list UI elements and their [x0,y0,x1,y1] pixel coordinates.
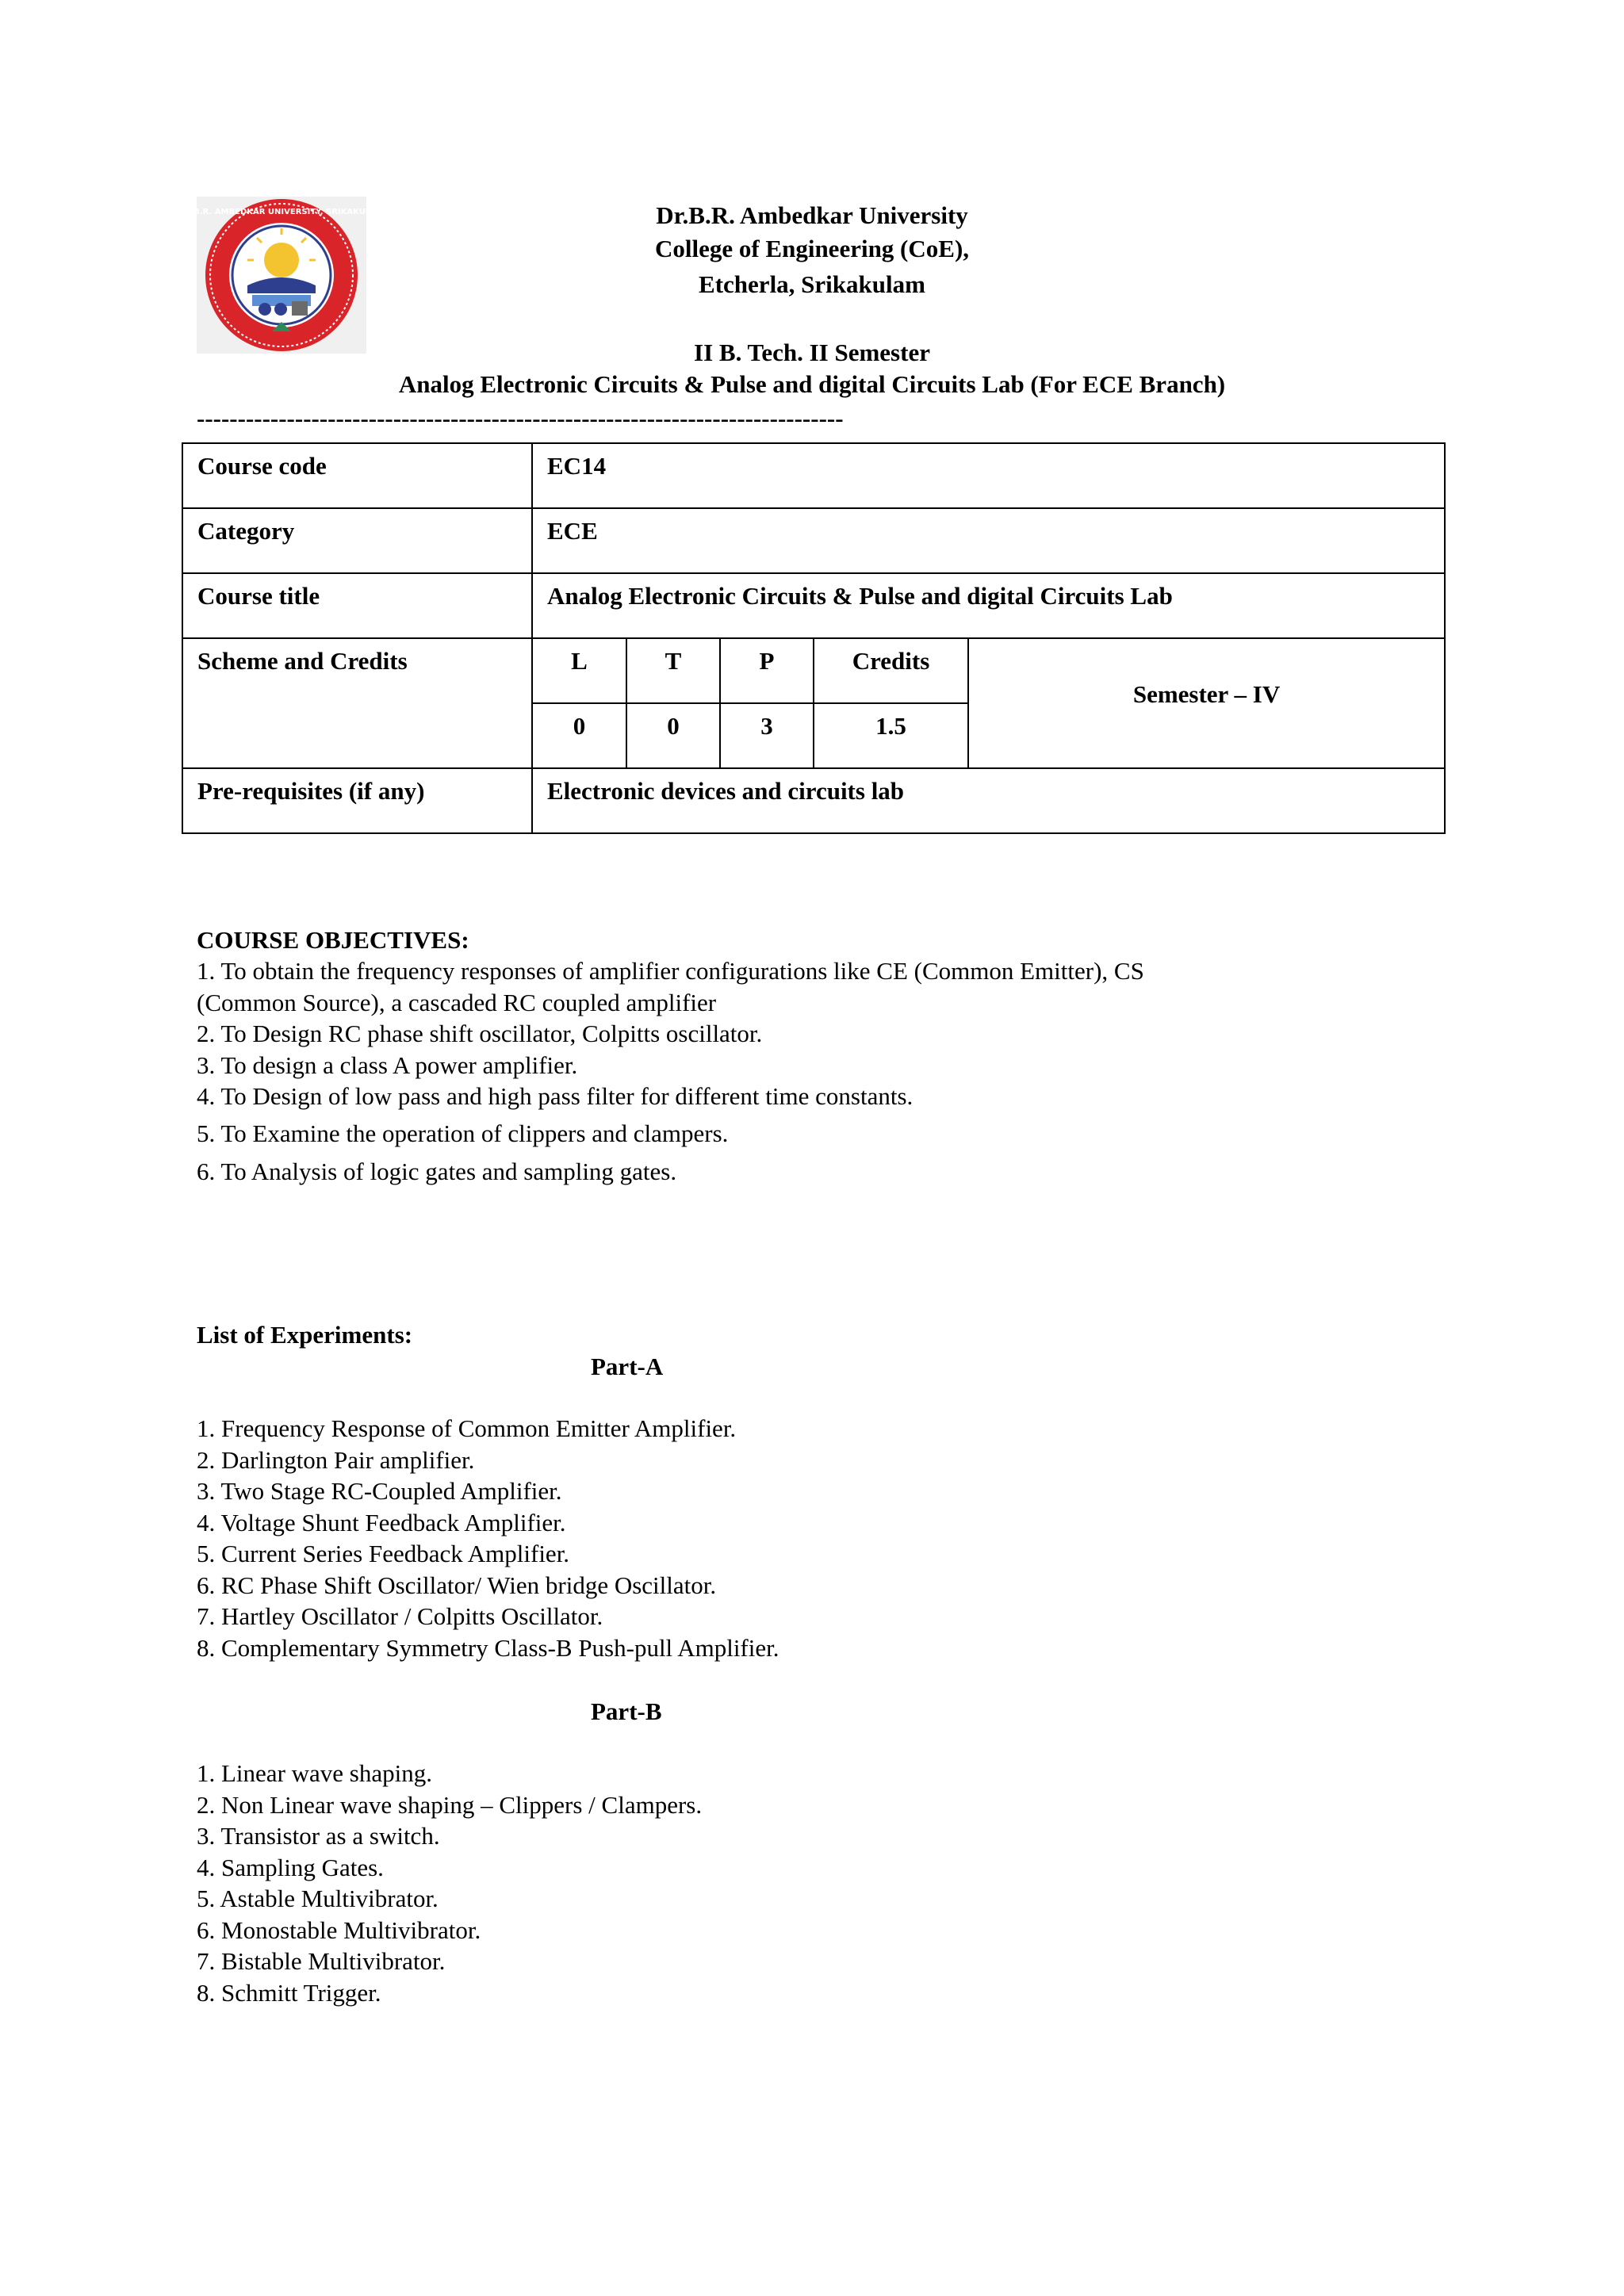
course-info-table [182,442,1446,834]
part-b-item: 3. Transistor as a switch. [197,1822,440,1850]
prereq-value: Electronic devices and circuits lab [532,768,1445,833]
part-b-item: 2. Non Linear wave shaping – Clippers / Clampers. [197,1791,703,1819]
part-b-item: 8. Schmitt Trigger. [197,1979,381,2007]
part-a-item: 1. Frequency Response of Common Emitter Amplifier. [197,1414,737,1442]
part-a-item: 5. Current Series Feedback Amplifier. [197,1540,570,1567]
part-a-title: Part-A [591,1353,664,1380]
part-a-item: 6. RC Phase Shift Oscillator/ Wien bridge Oscillator. [197,1571,717,1599]
semester-cell: Semester – IV [968,638,1445,768]
logo-ring-text: Dr. B.R. AMBEDKAR UNIVERSITY, SRIKAKULAM [178,208,385,216]
experiments-heading: List of Experiments: [197,1321,413,1349]
category-label: Category [182,508,532,573]
university-name: Dr.B.R. Ambedkar University [656,201,968,229]
objective-item: 2. To Design RC phase shift oscillator, Colpitts oscillator. [197,1020,763,1047]
part-a-item: 7. Hartley Oscillator / Colpitts Oscillator. [197,1602,603,1630]
scheme-header-p: P [720,638,814,703]
course-code-label: Course code [182,443,532,508]
objective-item: 1. To obtain the frequency responses of amplifier configurations like CE (Common Emitter), CS [197,957,1144,985]
prereq-label: Pre-requisites (if any) [182,768,532,833]
part-a-item: 3. Two Stage RC-Coupled Amplifier. [197,1477,562,1505]
scheme-header-credits: Credits [814,638,968,703]
objective-item: 6. To Analysis of logic gates and sampling gates. [197,1158,677,1185]
part-b-item: 6. Monostable Multivibrator. [197,1916,481,1944]
part-b-item: 4. Sampling Gates. [197,1854,384,1881]
scheme-value-credits: 1.5 [814,703,968,768]
part-a-item: 4. Voltage Shunt Feedback Amplifier. [197,1509,566,1536]
objective-item: 3. To design a class A power amplifier. [197,1051,578,1079]
part-a-item: 8. Complementary Symmetry Class-B Push-pull Amplifier. [197,1634,779,1662]
scheme-value-l: 0 [532,703,626,768]
scheme-label: Scheme and Credits [182,638,532,768]
objective-item: (Common Source), a cascaded RC coupled amplifier [197,989,717,1016]
part-b-item: 7. Bistable Multivibrator. [197,1947,446,1975]
course-title-value: Analog Electronic Circuits & Pulse and digital Circuits Lab [532,573,1445,638]
college-name: College of Engineering (CoE), [654,235,970,262]
scheme-value-p: 3 [720,703,814,768]
scheme-header-l: L [532,638,626,703]
part-a-item: 2. Darlington Pair amplifier. [197,1446,475,1474]
objective-item: 5. To Examine the operation of clippers and clampers. [197,1119,729,1147]
semester-line: II B. Tech. II Semester [694,339,930,366]
course-code-value: EC14 [532,443,1445,508]
objective-item: 4. To Design of low pass and high pass filter for different time constants. [197,1082,914,1110]
part-b-item: 5. Astable Multivibrator. [197,1885,439,1912]
course-title-label: Course title [182,573,532,638]
scheme-header-t: T [626,638,720,703]
part-b-title: Part-B [591,1697,662,1725]
header-divider: ------------------------------------------------------------------------------- [197,404,844,432]
college-location: Etcherla, Srikakulam [699,270,925,298]
scheme-value-t: 0 [626,703,720,768]
part-b-item: 1. Linear wave shaping. [197,1759,432,1787]
objectives-heading: COURSE OBJECTIVES: [197,926,469,954]
category-value: ECE [532,508,1445,573]
course-line: Analog Electronic Circuits & Pulse and digital Circuits Lab (For ECE Branch) [398,370,1226,398]
